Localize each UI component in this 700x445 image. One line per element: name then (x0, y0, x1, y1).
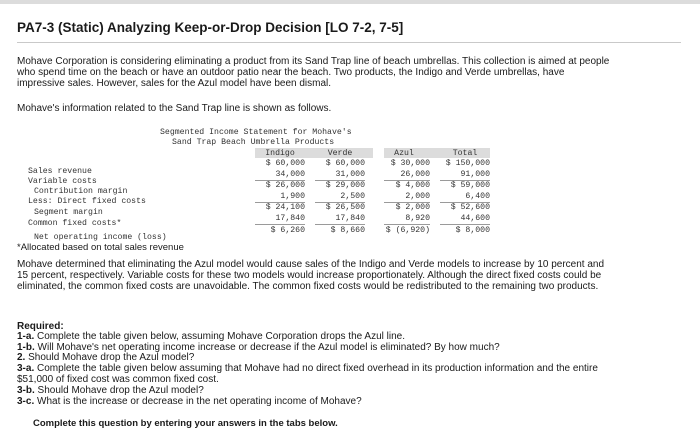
cell-indigo-sales: $ 60,000 (265, 159, 305, 168)
intro-line-3: impressive sales. However, sales for the Azul model have been dismal. (17, 78, 332, 89)
cell-verde-variable: 31,000 (335, 170, 365, 179)
cell-total-direct-fixed: 6,400 (465, 192, 490, 201)
required-item-1b-text: Will Mohave's net operating income increase or decrease if the Azul model is eliminated? By how much? (34, 342, 500, 353)
cell-total-variable: 91,000 (460, 170, 490, 179)
rule-indigo-3 (255, 224, 305, 225)
scenario-line-3: eliminated, the common fixed costs are unavoidable. The common fixed costs would be redistributed to the remaining two products. (17, 281, 599, 292)
column-header-azul: Azul (394, 149, 414, 158)
required-item-3a-label: 3-a. (17, 363, 35, 374)
cell-indigo-segment: $ 24,100 (265, 203, 305, 212)
statement-footnote: *Allocated based on total sales revenue (17, 242, 184, 253)
rule-azul-1 (384, 180, 430, 181)
required-item-3c (17, 397, 362, 407)
rule-verde-3 (315, 224, 365, 225)
row-label-sales-revenue: Sales revenue (28, 167, 92, 176)
scenario-line-1: Mohave determined that eliminating the Azul model would cause sales of the Indigo and Verde models to increase by 10 percent and (17, 259, 605, 270)
rule-azul-2 (384, 202, 430, 203)
cell-verde-common-fixed: 17,840 (335, 214, 365, 223)
rule-total-3 (440, 224, 490, 225)
rule-total-1 (440, 180, 490, 181)
cell-azul-direct-fixed: 2,000 (405, 192, 430, 201)
cell-azul-contribution: $ 4,000 (395, 181, 430, 190)
required-item-2-label: 2. (17, 352, 26, 363)
row-label-direct-fixed-costs: Less: Direct fixed costs (28, 197, 146, 206)
required-item-3c-label: 3-c. (17, 396, 35, 407)
cell-azul-noi: $ (6,920) (385, 226, 430, 235)
intro-line-2: who spend time on the beach or have an outdoor patio near the beach. Two products, the Indigo and Verde umbrellas, have (17, 67, 565, 78)
cell-azul-variable: 26,000 (400, 170, 430, 179)
page-title: PA7-3 (Static) Analyzing Keep-or-Drop Decision [LO 7-2, 7-5] (17, 20, 404, 35)
required-item-3b-text: Should Mohave drop the Azul model? (34, 385, 204, 396)
cell-indigo-contribution: $ 26,000 (265, 181, 305, 190)
column-header-total: Total (452, 149, 478, 158)
required-item-3c-text: What is the increase or decrease in the net operating income of Mohave? (34, 396, 362, 407)
row-label-net-operating-income: Net operating income (loss) (34, 233, 167, 242)
required-item-1a-text: Complete the table given below, assuming Mohave Corporation drops the Azul line. (34, 331, 406, 342)
cell-total-common-fixed: 44,600 (460, 214, 490, 223)
column-header-verde: Verde (327, 149, 353, 158)
required-item-3a-cont-text: $51,000 of fixed cost was common fixed cost. (17, 374, 219, 385)
required-item-3b (17, 386, 204, 396)
top-divider (0, 0, 700, 4)
rule-indigo-2 (255, 202, 305, 203)
cell-indigo-direct-fixed: 1,900 (280, 192, 305, 201)
cell-azul-common-fixed: 8,920 (405, 214, 430, 223)
title-divider (17, 42, 681, 43)
cell-verde-contribution: $ 29,000 (325, 181, 365, 190)
required-item-3a-text: Complete the table given below assuming that Mohave had no direct fixed overhead in its production information and the entire (34, 363, 598, 374)
cell-total-noi: $ 8,000 (455, 226, 490, 235)
cell-verde-sales: $ 60,000 (325, 159, 365, 168)
rule-indigo-1 (255, 180, 305, 181)
rule-verde-1 (315, 180, 365, 181)
statement-title-1: Segmented Income Statement for Mohave's (160, 128, 352, 137)
required-heading: Required: (17, 321, 64, 332)
required-item-2-text: Should Mohave drop the Azul model? (25, 352, 195, 363)
intro-line-4: Mohave's information related to the Sand Trap line is shown as follows. (17, 103, 332, 114)
cell-indigo-variable: 34,000 (275, 170, 305, 179)
cell-indigo-noi: $ 6,260 (270, 226, 305, 235)
cell-azul-segment: $ 2,000 (395, 203, 430, 212)
tabs-instruction: Complete this question by entering your answers in the tabs below. (33, 418, 338, 429)
required-item-3b-label: 3-b. (17, 385, 35, 396)
cell-azul-sales: $ 30,000 (390, 159, 430, 168)
rule-azul-3 (384, 224, 430, 225)
row-label-segment-margin: Segment margin (34, 208, 103, 217)
required-item-2 (17, 353, 194, 363)
cell-total-segment: $ 52,600 (450, 203, 490, 212)
cell-verde-direct-fixed: 2,500 (340, 192, 365, 201)
cell-indigo-common-fixed: 17,840 (275, 214, 305, 223)
scenario-line-2: 15 percent, respectively. Variable costs for these two models would increase proportionately. Although the direct fixed costs could be (17, 270, 602, 281)
statement-title-2: Sand Trap Beach Umbrella Products (172, 138, 335, 147)
cell-verde-noi: $ 8,660 (330, 226, 365, 235)
column-header-indigo: Indigo (265, 149, 295, 158)
required-item-1a (17, 332, 405, 342)
rule-total-2 (440, 202, 490, 203)
row-label-common-fixed-costs: Common fixed costs* (28, 219, 122, 228)
cell-verde-segment: $ 26,500 (325, 203, 365, 212)
cell-total-sales: $ 150,000 (445, 159, 490, 168)
required-item-3a (17, 364, 598, 374)
row-label-variable-costs: Variable costs (28, 177, 97, 186)
required-item-3a-cont (17, 375, 219, 385)
required-item-1a-label: 1-a. (17, 331, 35, 342)
required-item-1b-label: 1-b. (17, 342, 35, 353)
cell-total-contribution: $ 59,000 (450, 181, 490, 190)
row-label-contribution-margin: Contribution margin (34, 187, 128, 196)
rule-verde-2 (315, 202, 365, 203)
intro-line-1: Mohave Corporation is considering eliminating a product from its Sand Trap line of beach umbrellas. This collection is aimed at people (17, 56, 610, 67)
